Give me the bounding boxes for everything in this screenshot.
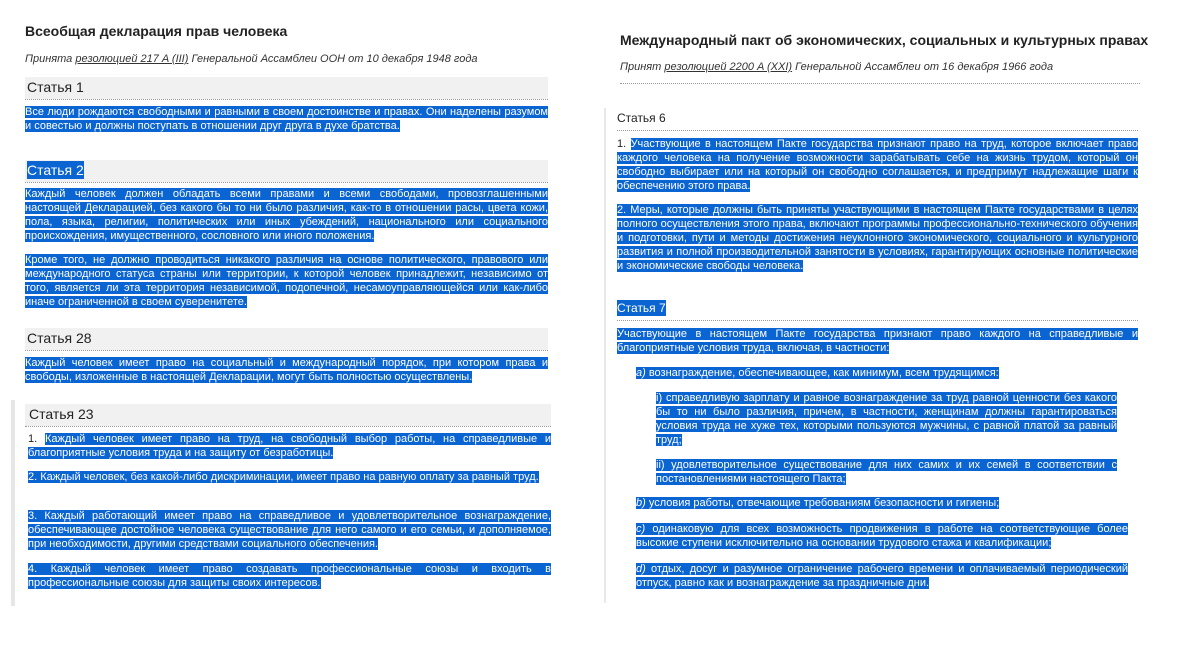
article-7-item-d <box>636 562 1128 590</box>
divider <box>25 426 551 427</box>
article-23-paragraph-3: 3. Каждый работающий имеет право на справедливое и удовлетворительное вознаграждение, обеспечивающее достойное человека существование для него самого и его семьи, и дополняемое, при необходимости, другими средствами социального обеспечения. <box>28 510 551 550</box>
article-28-title: Статья 28 <box>27 330 92 346</box>
udhr-resolution-link[interactable]: резолюцией 217 A (III) <box>75 53 189 65</box>
article-7-title: Статья 7 <box>617 301 666 315</box>
item-c-text: одинаковую для всех возможность продвижения в работе на соответствующие более высокие ступени исключительно на основании трудового стажа и квалификации; <box>636 523 1128 549</box>
article-23-text-2 <box>28 470 551 484</box>
icescr-resolution-link[interactable]: резолюцией 2200 A (XXI) <box>664 61 793 73</box>
article-23-sidebar <box>11 400 15 606</box>
article-2-heading <box>25 160 548 182</box>
divider <box>617 130 1138 131</box>
right-sidebar <box>604 108 606 603</box>
item-a-text: вознаграждение, обеспечивающее, как минимум, всем трудящимся: <box>645 367 999 379</box>
icescr-title: Международный пакт об экономических, социальных и культурных правах <box>620 32 1149 48</box>
article-23-paragraph-1: Каждый человек имеет право на труд, на свободный выбор работы, на справедливые и благоприятные условия труда и на защиту от безработицы. <box>28 433 551 459</box>
udhr-document <box>0 0 560 653</box>
article-1-heading <box>25 77 548 99</box>
item-a-ii-text: ii) удовлетворительное существование для них самих и их семей в соответствии с постановлениями настоящего Пакта; <box>656 459 1117 485</box>
article-23-heading <box>25 404 551 426</box>
article-7-heading <box>617 301 666 315</box>
article-6-text-2 <box>617 203 1138 273</box>
udhr-title: Всеобщая декларация прав человека <box>25 23 288 39</box>
icescr-subtitle <box>620 61 1053 73</box>
article-23-paragraph-4: 4. Каждый человек имеет право создавать профессиональные союзы и входить в профессиональные союзы для защиты своих интересов. <box>28 563 551 589</box>
item-a-i-text: i) справедливую зарплату и равное вознаграждение за труд равной ценности без какого бы то ни было различия, причем, в частности, женщинам должны гарантироваться условия труда не хуже тех, которыми пользуются мужчины, с равной платой за равный труд; <box>656 392 1117 446</box>
article-2-title: Статья 2 <box>27 162 84 178</box>
article-23-text-3 <box>28 509 551 551</box>
article-7-item-a-ii <box>656 458 1117 486</box>
article-28-text <box>25 356 548 384</box>
article-23-number-1: 1. <box>28 433 45 445</box>
article-7-item-b <box>636 496 1128 510</box>
article-28-paragraph: Каждый человек имеет право на социальный и международный порядок, при котором права и свободы, изложенные в настоящей Декларации, могут быть полностью осуществлены. <box>25 357 548 383</box>
article-7-item-a <box>636 366 1138 380</box>
article-2-paragraph-2: Кроме того, не должно проводиться никакого различия на основе политического, правового или международного статуса страны или территории, к которой человек принадлежит, независимо от того, является ли эта территория независимой, подопечной, несамоуправляющейся или как-либо иначе ограниченной в своем суверенитете. <box>25 254 548 308</box>
article-6-text-1 <box>617 137 1138 193</box>
divider <box>25 182 548 183</box>
udhr-subtitle-pre: Принята <box>25 53 76 65</box>
article-1-title: Статья 1 <box>27 79 84 95</box>
article-23-text-1 <box>28 432 551 460</box>
article-2-text-1 <box>25 187 548 243</box>
article-1-text <box>25 105 548 133</box>
article-6-heading: Статья 6 <box>617 111 666 125</box>
item-b-text: условия работы, отвечающие требованиям безопасности и гигиены; <box>645 497 1000 509</box>
article-7-intro-text: Участвующие в настоящем Пакте государства признают право каждого на справедливые и благоприятные условия труда, включая, в частности: <box>617 328 1138 354</box>
item-c-letter: c) <box>636 523 646 535</box>
article-6-paragraph-2: 2. Меры, которые должны быть приняты участвующими в настоящем Пакте государствами в целях полного осуществления этого права, включают программы профессионально-технического обучения и подготовки, пути и методы достижения неуклонного экономического, социального и культурного развития и полной производительной занятости в условиях, гарантирующих основные политические и экономические свободы человека. <box>617 204 1138 272</box>
icescr-subtitle-post: Генеральной Ассамблеи от 16 декабря 1966 года <box>792 61 1054 73</box>
icescr-document <box>600 0 1200 653</box>
udhr-subtitle-post: Генеральной Ассамблеи ООН от 10 декабря 1948 года <box>188 53 478 65</box>
article-2-paragraph-1: Каждый человек должен обладать всеми правами и всеми свободами, провозглашенными настоящей Декларацией, без какого бы то ни было различия, как-то в отношении расы, цвета кожи, пола, языка, религии, политических или иных убеждений, национального или социального происхождения, имущественного, сословного или иного положения. <box>25 188 548 242</box>
article-7-intro <box>617 327 1138 355</box>
article-23-paragraph-2: 2. Каждый человек, без какой-либо дискриминации, имеет право на равную оплату за равный труд. <box>28 471 539 483</box>
divider <box>25 99 548 100</box>
divider <box>617 320 1138 321</box>
article-23-text-4 <box>28 562 551 590</box>
divider <box>620 83 1140 84</box>
item-d-text: отдых, досуг и разумное ограничение рабочего времени и оплачиваемый периодический отпуск, равно как и вознаграждение за праздничные дни. <box>636 563 1128 589</box>
article-6-paragraph-1: Участвующие в настоящем Пакте государства признают право на труд, которое включает право каждого человека на получение возможности зарабатывать себе на жизнь трудом, который он свободно выбирает или на который он свободно соглашается, и предпримут надлежащие шаги к обеспечению этого права. <box>617 138 1138 192</box>
article-2-text-2 <box>25 253 548 309</box>
article-7-item-c <box>636 522 1128 550</box>
item-d-letter: d) <box>636 563 646 575</box>
divider <box>25 350 548 351</box>
article-23-title: Статья 23 <box>29 406 94 422</box>
udhr-subtitle <box>25 53 478 65</box>
article-6-number-1: 1. <box>617 138 631 150</box>
article-1-paragraph: Все люди рождаются свободными и равными в своем достоинстве и правах. Они наделены разумом и совестью и должны поступать в отношении друг друга в духе братства. <box>25 106 548 132</box>
icescr-subtitle-pre: Принят <box>620 61 665 73</box>
article-7-item-a-i <box>656 391 1117 447</box>
item-b-letter: b) <box>636 497 646 509</box>
item-a-letter: a) <box>636 367 646 379</box>
article-28-heading <box>25 328 548 350</box>
